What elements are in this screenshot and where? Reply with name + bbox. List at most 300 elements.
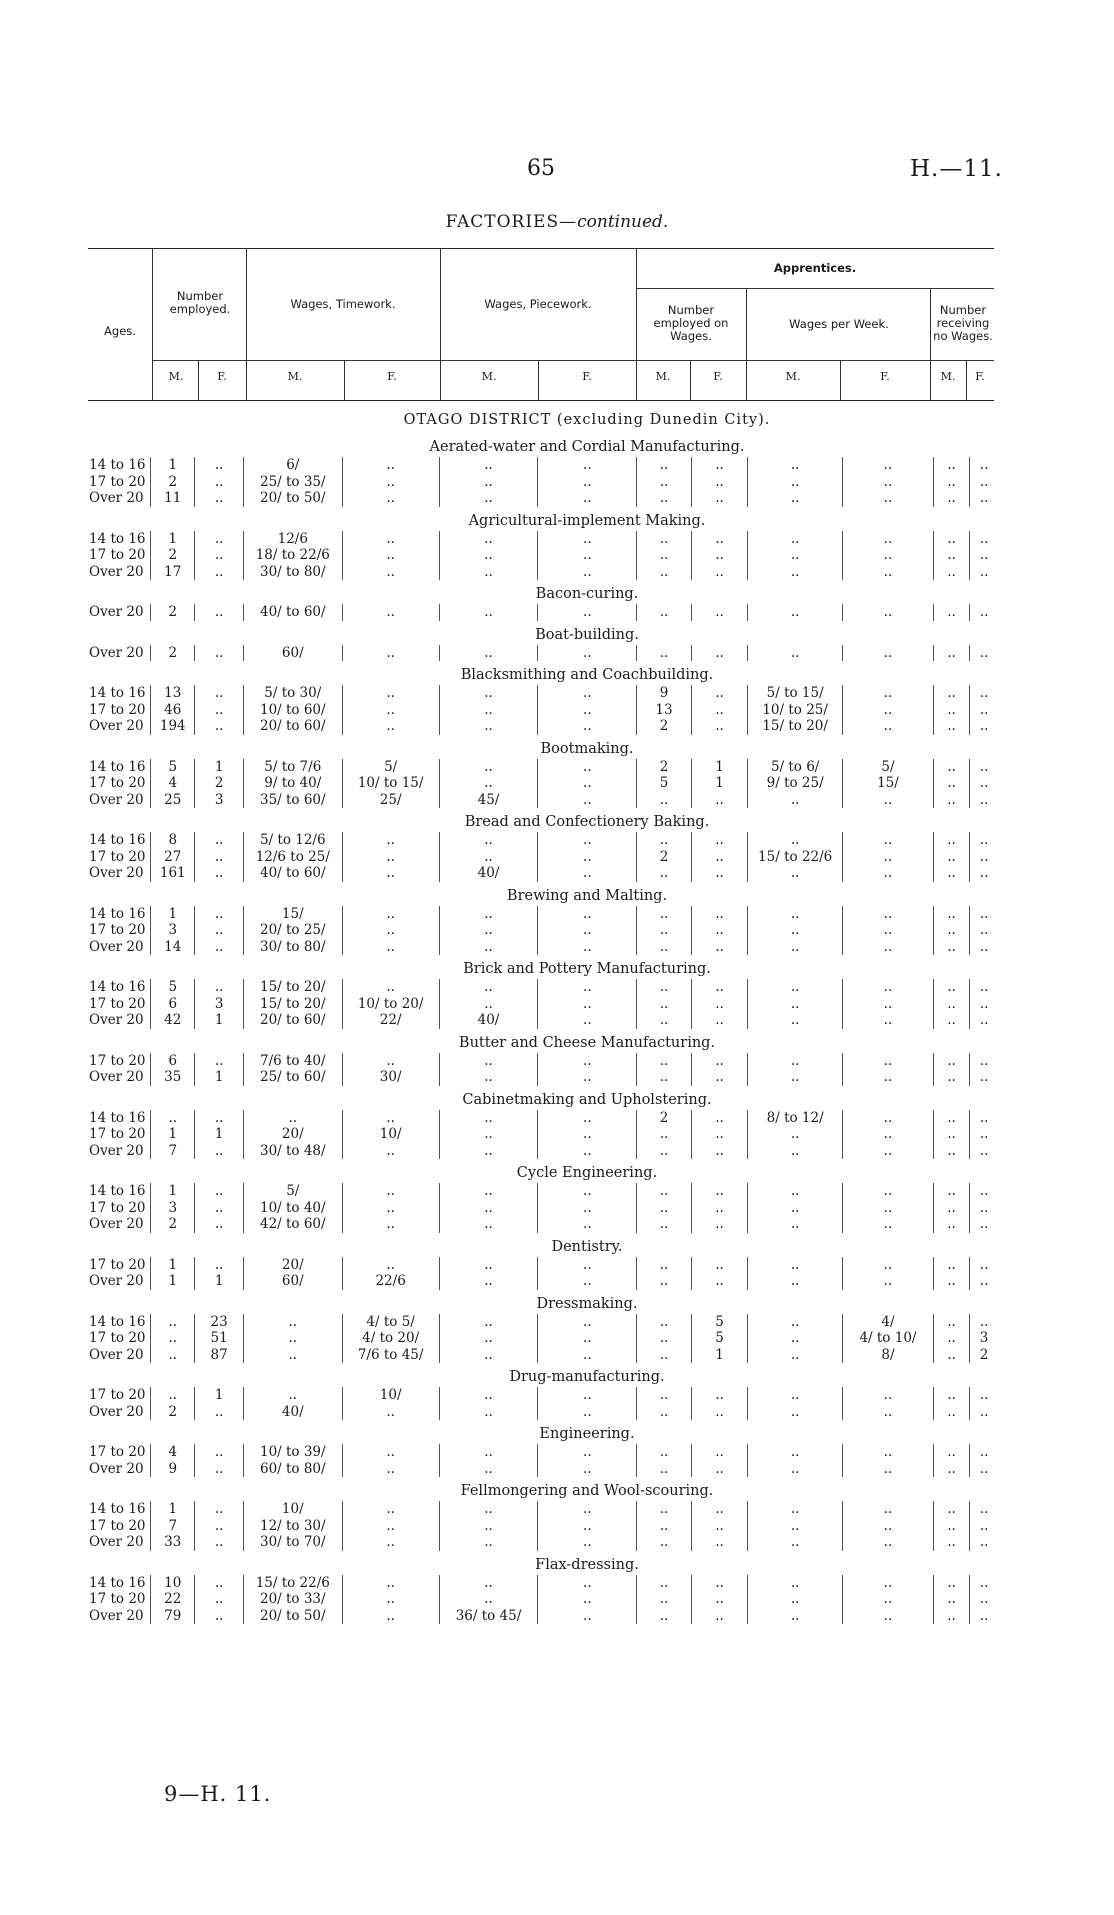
value-cell: 45/ xyxy=(439,792,538,809)
value-cell: .. xyxy=(195,865,243,882)
value-cell: .. xyxy=(538,939,637,956)
value-cell: .. xyxy=(538,849,637,866)
value-cell: 30/ xyxy=(342,1069,439,1086)
value-cell: .. xyxy=(538,922,637,939)
col-ages: Ages. xyxy=(104,324,136,338)
industry-heading: Fellmongering and Wool-scouring. xyxy=(460,1483,714,1499)
table-row xyxy=(86,1069,998,1086)
sub-f: F. xyxy=(713,370,723,383)
value-cell: 1 xyxy=(691,1347,747,1364)
value-cell: .. xyxy=(748,979,843,996)
value-cell: .. xyxy=(342,1200,439,1217)
table-row xyxy=(86,849,998,866)
value-cell: 27 xyxy=(151,849,195,866)
sub-m: M. xyxy=(168,370,184,383)
value-cell: .. xyxy=(195,604,243,621)
value-cell: .. xyxy=(843,531,934,548)
value-cell: .. xyxy=(637,1216,691,1233)
value-cell: .. xyxy=(970,685,998,702)
value-cell: .. xyxy=(439,1126,538,1143)
value-cell: 10/ xyxy=(342,1126,439,1143)
sub-m: M. xyxy=(481,370,497,383)
value-cell: .. xyxy=(439,1534,538,1551)
value-cell: .. xyxy=(538,1444,637,1461)
value-cell: .. xyxy=(637,1461,691,1478)
value-cell: .. xyxy=(748,1143,843,1160)
value-cell: 10 xyxy=(151,1575,195,1592)
value-cell: .. xyxy=(970,1575,998,1592)
col-apprentices: Apprentices. xyxy=(773,261,857,275)
value-cell: 10/ to 25/ xyxy=(748,702,843,719)
value-cell: 4/ to 20/ xyxy=(342,1330,439,1347)
value-cell: .. xyxy=(843,685,934,702)
value-cell: 1 xyxy=(195,1126,243,1143)
industry-heading: Boat-building. xyxy=(535,626,639,643)
value-cell: 20/ to 25/ xyxy=(243,922,342,939)
value-cell: .. xyxy=(195,645,243,662)
value-cell: .. xyxy=(195,1501,243,1518)
age-cell: 14 to 16 xyxy=(89,685,146,702)
value-cell: .. xyxy=(538,979,637,996)
industry-table xyxy=(86,685,998,735)
value-cell: .. xyxy=(691,906,747,923)
value-cell: .. xyxy=(342,1575,439,1592)
value-cell: .. xyxy=(637,564,691,581)
value-cell: 10/ xyxy=(243,1501,342,1518)
value-cell: 1 xyxy=(151,457,195,474)
value-cell: .. xyxy=(439,759,538,776)
col-wages-piecework: Wages, Piecework. xyxy=(484,297,592,311)
age-cell: Over 20 xyxy=(89,1012,144,1029)
table-row xyxy=(86,1273,998,1290)
industry-heading: Brick and Pottery Manufacturing. xyxy=(463,961,711,977)
value-cell: .. xyxy=(195,1183,243,1200)
age-cell: Over 20 xyxy=(89,865,144,882)
sub-f: F. xyxy=(975,370,985,383)
value-cell: 15/ xyxy=(243,906,342,923)
value-cell: .. xyxy=(970,718,998,735)
value-cell: .. xyxy=(748,457,843,474)
value-cell: .. xyxy=(970,979,998,996)
industry-heading: Cabinetmaking and Upholstering. xyxy=(462,1091,712,1108)
age-cell: 14 to 16 xyxy=(89,457,146,474)
value-cell: .. xyxy=(439,718,538,735)
value-cell: .. xyxy=(691,457,747,474)
value-cell: 4/ to 5/ xyxy=(342,1314,439,1331)
value-cell: 1 xyxy=(195,1069,243,1086)
value-cell: .. xyxy=(637,1273,691,1290)
value-cell: .. xyxy=(538,702,637,719)
value-cell: 25/ to 60/ xyxy=(243,1069,342,1086)
value-cell: .. xyxy=(970,1257,998,1274)
age-cell: Over 20 xyxy=(89,1069,144,1086)
value-cell: .. xyxy=(195,1534,243,1551)
value-cell: .. xyxy=(538,792,637,809)
value-cell: .. xyxy=(538,474,637,491)
value-cell: .. xyxy=(439,832,538,849)
value-cell: .. xyxy=(439,531,538,548)
value-cell: .. xyxy=(439,996,538,1013)
value-cell: .. xyxy=(342,1183,439,1200)
value-cell: .. xyxy=(243,1110,342,1127)
value-cell: .. xyxy=(748,1126,843,1143)
value-cell: .. xyxy=(748,865,843,882)
value-cell: .. xyxy=(691,547,747,564)
value-cell: .. xyxy=(195,564,243,581)
value-cell: .. xyxy=(342,685,439,702)
value-cell: .. xyxy=(970,1126,998,1143)
age-cell: 17 to 20 xyxy=(89,1517,146,1534)
value-cell: .. xyxy=(195,979,243,996)
age-cell: 14 to 16 xyxy=(89,1183,146,1200)
value-cell: 5 xyxy=(637,775,691,792)
value-cell: .. xyxy=(691,939,747,956)
value-cell: .. xyxy=(843,865,934,882)
value-cell: .. xyxy=(151,1387,195,1404)
value-cell: .. xyxy=(748,1591,843,1608)
value-cell: .. xyxy=(195,1518,243,1535)
value-cell: 2 xyxy=(151,604,195,621)
value-cell: 3 xyxy=(195,996,243,1013)
value-cell: .. xyxy=(933,1183,969,1200)
value-cell: .. xyxy=(342,1591,439,1608)
value-cell: .. xyxy=(439,1591,538,1608)
value-cell: .. xyxy=(691,1200,747,1217)
age-cell: Over 20 xyxy=(89,1534,144,1551)
value-cell: .. xyxy=(538,645,637,662)
value-cell: .. xyxy=(691,1257,747,1274)
value-cell: .. xyxy=(933,1330,969,1347)
table-row xyxy=(86,547,998,564)
value-cell: .. xyxy=(439,490,538,507)
industry-heading: Flax-dressing. xyxy=(535,1556,639,1573)
value-cell: .. xyxy=(843,996,934,1013)
value-cell: .. xyxy=(933,1216,969,1233)
value-cell: .. xyxy=(439,1575,538,1592)
value-cell: 79 xyxy=(151,1608,195,1625)
value-cell: .. xyxy=(843,832,934,849)
value-cell: .. xyxy=(342,1534,439,1551)
value-cell: .. xyxy=(439,1257,538,1274)
value-cell: .. xyxy=(748,996,843,1013)
value-cell: .. xyxy=(637,1330,691,1347)
value-cell: 5/ xyxy=(342,759,439,776)
value-cell: .. xyxy=(538,1347,637,1364)
age-cell: 14 to 16 xyxy=(89,1574,146,1591)
value-cell: .. xyxy=(637,1404,691,1421)
value-cell: 20/ to 60/ xyxy=(243,718,342,735)
sub-m: M. xyxy=(940,370,956,383)
value-cell: .. xyxy=(933,1347,969,1364)
value-cell: .. xyxy=(439,564,538,581)
value-cell: .. xyxy=(970,906,998,923)
value-cell: 3 xyxy=(970,1330,998,1347)
value-cell: .. xyxy=(691,564,747,581)
value-cell: .. xyxy=(195,1200,243,1217)
value-cell: .. xyxy=(637,1257,691,1274)
value-cell: 3 xyxy=(195,792,243,809)
value-cell: .. xyxy=(538,547,637,564)
value-cell: .. xyxy=(933,1387,969,1404)
age-cell: Over 20 xyxy=(89,563,144,580)
value-cell: .. xyxy=(538,832,637,849)
table-row xyxy=(86,1200,998,1217)
value-cell: .. xyxy=(748,547,843,564)
value-cell: 12/6 to 25/ xyxy=(243,849,342,866)
value-cell: .. xyxy=(843,645,934,662)
table-row xyxy=(86,531,998,548)
value-cell: .. xyxy=(538,1591,637,1608)
value-cell: 2 xyxy=(151,547,195,564)
value-cell: .. xyxy=(933,1444,969,1461)
value-cell: .. xyxy=(243,1314,342,1331)
age-cell: 17 to 20 xyxy=(89,547,146,564)
table-row xyxy=(86,792,998,809)
value-cell: .. xyxy=(342,922,439,939)
value-cell: .. xyxy=(538,1314,637,1331)
value-cell: .. xyxy=(933,1273,969,1290)
sub-f: F. xyxy=(880,370,890,383)
value-cell: .. xyxy=(439,849,538,866)
value-cell: .. xyxy=(970,1461,998,1478)
value-cell: .. xyxy=(538,1183,637,1200)
value-cell: .. xyxy=(843,1012,934,1029)
value-cell: .. xyxy=(637,1183,691,1200)
apprentices-rule xyxy=(636,288,994,289)
value-cell: 7/6 to 40/ xyxy=(243,1053,342,1070)
value-cell: .. xyxy=(342,1404,439,1421)
value-cell: .. xyxy=(970,759,998,776)
value-cell: .. xyxy=(748,1273,843,1290)
industry-table xyxy=(86,457,998,507)
value-cell: 2 xyxy=(637,849,691,866)
industry-table xyxy=(86,906,998,956)
value-cell: .. xyxy=(843,922,934,939)
value-cell: .. xyxy=(843,1575,934,1592)
value-cell: 15/ to 20/ xyxy=(243,996,342,1013)
value-cell: .. xyxy=(538,1518,637,1535)
sub-f: F. xyxy=(217,370,227,383)
value-cell: .. xyxy=(970,564,998,581)
value-cell: .. xyxy=(538,1069,637,1086)
value-cell: .. xyxy=(843,604,934,621)
value-cell: .. xyxy=(843,906,934,923)
table-row xyxy=(86,759,998,776)
value-cell: 10/ to 39/ xyxy=(243,1444,342,1461)
value-cell: 12/ to 30/ xyxy=(243,1518,342,1535)
value-cell: 9/ to 40/ xyxy=(243,775,342,792)
value-cell: 10/ to 15/ xyxy=(342,775,439,792)
table-row xyxy=(86,996,998,1013)
value-cell: .. xyxy=(637,832,691,849)
value-cell: 2 xyxy=(637,759,691,776)
table-row xyxy=(86,1257,998,1274)
value-cell: 60/ xyxy=(243,645,342,662)
value-cell: 1 xyxy=(151,1273,195,1290)
value-cell: .. xyxy=(637,645,691,662)
table-row xyxy=(86,457,998,474)
value-cell: .. xyxy=(933,1257,969,1274)
industry-table xyxy=(86,832,998,882)
industry-table xyxy=(86,1387,998,1420)
value-cell: 18/ to 22/6 xyxy=(243,547,342,564)
value-cell: .. xyxy=(342,702,439,719)
value-cell: .. xyxy=(748,1575,843,1592)
value-cell: .. xyxy=(843,1183,934,1200)
value-cell: .. xyxy=(933,759,969,776)
industry-heading: Engineering. xyxy=(539,1426,635,1442)
value-cell: .. xyxy=(439,939,538,956)
industry-table xyxy=(86,645,998,662)
value-cell: .. xyxy=(933,1608,969,1625)
value-cell: .. xyxy=(691,832,747,849)
col-appr-number: Number employed on Wages. xyxy=(653,303,729,343)
value-cell: .. xyxy=(933,939,969,956)
value-cell: .. xyxy=(691,474,747,491)
value-cell: 30/ to 80/ xyxy=(243,564,342,581)
value-cell: 5/ xyxy=(843,759,934,776)
value-cell: .. xyxy=(439,457,538,474)
industry-heading: Brewing and Malting. xyxy=(506,887,668,904)
value-cell: .. xyxy=(933,474,969,491)
table-row xyxy=(86,939,998,956)
value-cell: .. xyxy=(843,939,934,956)
value-cell: .. xyxy=(538,1053,637,1070)
table-row xyxy=(86,1330,998,1347)
value-cell: .. xyxy=(439,474,538,491)
table-row xyxy=(86,1404,998,1421)
value-cell: .. xyxy=(970,1608,998,1625)
header-bottom-rule xyxy=(88,400,994,401)
document-reference: H.—11. xyxy=(910,156,1003,182)
industry-table xyxy=(86,604,998,621)
value-cell: .. xyxy=(342,979,439,996)
value-cell: .. xyxy=(439,1314,538,1331)
value-cell: .. xyxy=(195,849,243,866)
value-cell: .. xyxy=(933,1404,969,1421)
page-title xyxy=(0,212,1114,232)
age-cell: Over 20 xyxy=(89,1216,144,1233)
table-row xyxy=(86,1110,998,1127)
value-cell: .. xyxy=(748,1608,843,1625)
age-cell: 17 to 20 xyxy=(89,1387,146,1404)
value-cell: .. xyxy=(637,1012,691,1029)
value-cell: .. xyxy=(439,1183,538,1200)
value-cell: 1 xyxy=(151,1257,195,1274)
value-cell: .. xyxy=(195,939,243,956)
value-cell: .. xyxy=(843,1534,934,1551)
title-main: FACTORIES— xyxy=(445,212,578,232)
value-cell: 5 xyxy=(691,1330,747,1347)
value-cell: .. xyxy=(970,1387,998,1404)
value-cell: .. xyxy=(538,996,637,1013)
industry-table xyxy=(86,1110,998,1160)
value-cell: .. xyxy=(637,1053,691,1070)
value-cell: .. xyxy=(538,775,637,792)
value-cell: .. xyxy=(439,702,538,719)
value-cell: 3 xyxy=(151,922,195,939)
value-cell: 20/ xyxy=(243,1257,342,1274)
value-cell: .. xyxy=(439,1444,538,1461)
value-cell: .. xyxy=(538,1501,637,1518)
value-cell: .. xyxy=(933,718,969,735)
value-cell: .. xyxy=(439,906,538,923)
value-cell: .. xyxy=(637,1126,691,1143)
value-cell: 9 xyxy=(151,1461,195,1478)
value-cell: 5/ to 12/6 xyxy=(243,832,342,849)
value-cell: 2 xyxy=(970,1347,998,1364)
industry-table xyxy=(86,1444,998,1477)
value-cell: .. xyxy=(933,996,969,1013)
value-cell: .. xyxy=(637,979,691,996)
value-cell: 11 xyxy=(151,490,195,507)
value-cell: 15/ to 20/ xyxy=(748,718,843,735)
value-cell: .. xyxy=(843,1591,934,1608)
value-cell: .. xyxy=(691,865,747,882)
value-cell: .. xyxy=(538,1387,637,1404)
value-cell: .. xyxy=(195,490,243,507)
value-cell: .. xyxy=(748,1200,843,1217)
value-cell: .. xyxy=(195,718,243,735)
value-cell: .. xyxy=(843,1518,934,1535)
value-cell: .. xyxy=(970,1069,998,1086)
value-cell: .. xyxy=(637,1347,691,1364)
industry-heading: Agricultural-implement Making. xyxy=(468,512,706,529)
value-cell: .. xyxy=(538,1608,637,1625)
value-cell: .. xyxy=(439,1053,538,1070)
value-cell: .. xyxy=(439,979,538,996)
value-cell: .. xyxy=(439,604,538,621)
age-cell: 14 to 16 xyxy=(89,1313,146,1330)
value-cell: .. xyxy=(637,1200,691,1217)
value-cell: .. xyxy=(970,865,998,882)
value-cell: .. xyxy=(970,547,998,564)
value-cell: 20/ to 50/ xyxy=(243,490,342,507)
value-cell: .. xyxy=(538,531,637,548)
value-cell: .. xyxy=(691,922,747,939)
value-cell: .. xyxy=(970,939,998,956)
age-cell: 14 to 16 xyxy=(89,905,146,922)
value-cell: .. xyxy=(243,1347,342,1364)
value-cell: .. xyxy=(243,1387,342,1404)
value-cell: .. xyxy=(637,865,691,882)
industry-heading: Aerated-water and Cordial Manufacturing. xyxy=(429,439,745,455)
age-cell: Over 20 xyxy=(89,1460,144,1477)
value-cell: 6 xyxy=(151,996,195,1013)
value-cell: .. xyxy=(195,547,243,564)
value-cell: 1 xyxy=(151,1126,195,1143)
value-cell: .. xyxy=(691,792,747,809)
value-cell: .. xyxy=(933,1012,969,1029)
value-cell: .. xyxy=(691,996,747,1013)
value-cell: .. xyxy=(691,1444,747,1461)
value-cell: .. xyxy=(342,474,439,491)
age-cell: Over 20 xyxy=(89,1346,144,1363)
value-cell: .. xyxy=(342,832,439,849)
value-cell: .. xyxy=(748,1012,843,1029)
table-row xyxy=(86,564,998,581)
value-cell: 87 xyxy=(195,1347,243,1364)
value-cell: .. xyxy=(538,604,637,621)
value-cell: .. xyxy=(439,645,538,662)
value-cell: .. xyxy=(691,1461,747,1478)
value-cell: .. xyxy=(970,531,998,548)
value-cell: 8/ xyxy=(843,1347,934,1364)
sub-m: M. xyxy=(655,370,671,383)
value-cell: 15/ to 20/ xyxy=(243,979,342,996)
value-cell: .. xyxy=(342,1461,439,1478)
value-cell: .. xyxy=(691,531,747,548)
